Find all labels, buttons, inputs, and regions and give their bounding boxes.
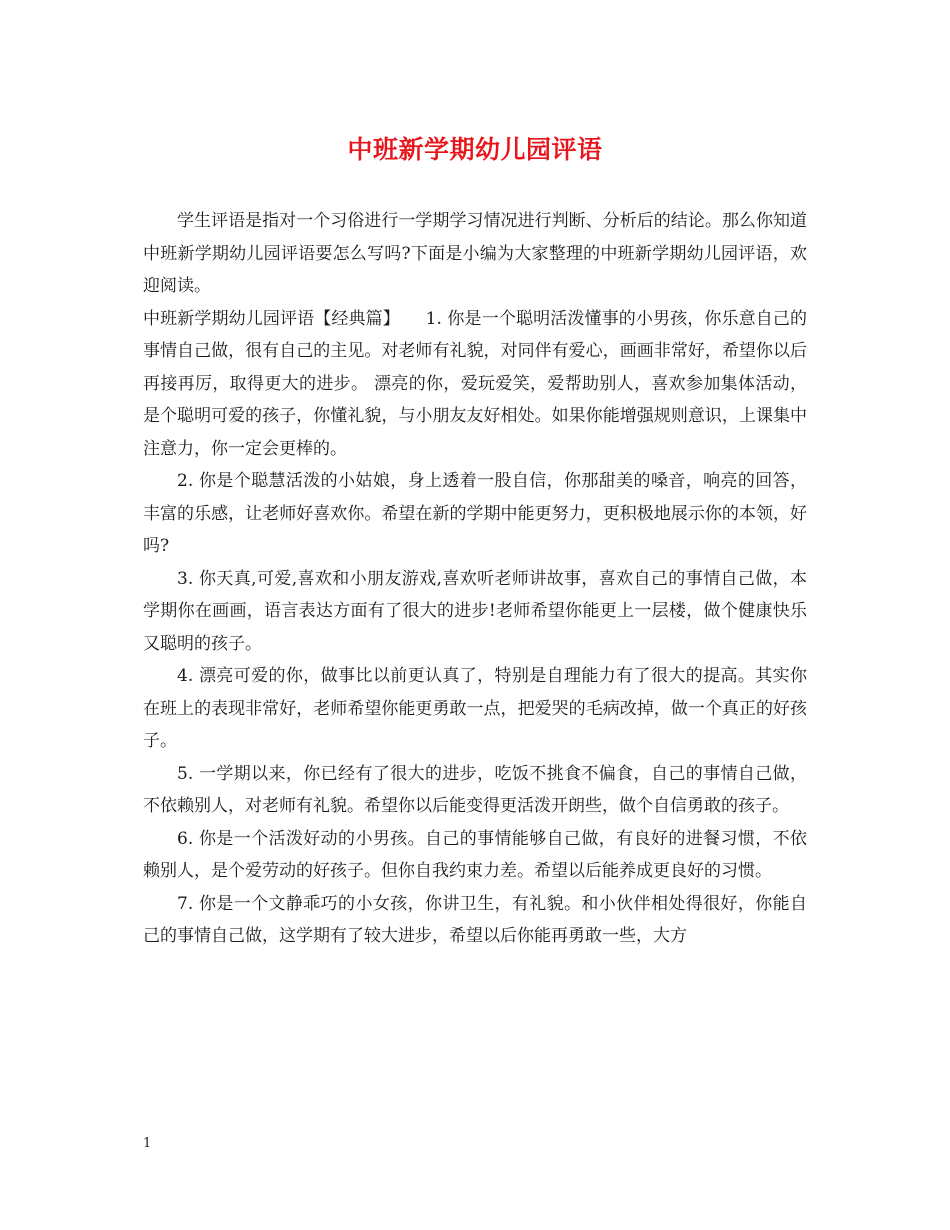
paragraph-item-2: 2. 你是个聪慧活泼的小姑娘，身上透着一股自信，你那甜美的嗓音，响亮的回答，丰富的乐感，让老师好喜欢你。希望在新的学期中能更努力，更积极地展示你的本领，好吗? bbox=[143, 471, 807, 556]
paragraph-intro: 学生评语是指对一个习俗进行一学期学习情况进行判断、分析后的结论。那么你知道中班新学期幼儿园评语要怎么写吗?下面是小编为大家整理的中班新学期幼儿园评语，欢迎阅读。 bbox=[143, 211, 807, 296]
paragraph-item-5: 5. 一学期以来，你已经有了很大的进步，吃饭不挑食不偏食，自己的事情自己做，不依赖别人，对老师有礼貌。希望你以后能变得更活泼开朗些，做个自信勇敢的孩子。 bbox=[143, 763, 807, 816]
paragraph-item-4: 4. 漂亮可爱的你，做事比以前更认真了，特别是自理能力有了很大的提高。其实你在班上的表现非常好，老师希望你能更勇敢一点，把爱哭的毛病改掉，做一个真正的好孩子。 bbox=[143, 666, 807, 751]
page-title: 中班新学期幼儿园评语 bbox=[347, 135, 603, 164]
page-number: 1 bbox=[143, 1136, 152, 1151]
paragraph-item-7: 7. 你是一个文静乖巧的小女孩，你讲卫生，有礼貌。和小伙伴相处得很好，你能自己的事情自己做，这学期有了较大进步，希望以后你能再勇敢一些，大方 bbox=[143, 893, 807, 946]
paragraph-classic-section: 中班新学期幼儿园评语【经典篇】 1. 你是一个聪明活泼懂事的小男孩，你乐意自己的事情自己做，很有自己的主见。对老师有礼貌，对同伴有爱心，画画非常好，希望你以后再接再厉，取得更大的进步。 漂亮的你，爱玩爱笑，爱帮助别人，喜欢参加集体活动，是个聪明可爱的孩子，你懂礼貌，与小朋友友好相处。如果你能增强规则意识，上课集中注意力，你一定会更棒的。 bbox=[143, 308, 807, 459]
paragraph-item-3: 3. 你天真,可爱,喜欢和小朋友游戏,喜欢听老师讲故事，喜欢自己的事情自己做，本学期你在画画，语言表达方面有了很大的进步!老师希望你能更上一层楼，做个健康快乐又聪明的孩子。 bbox=[143, 568, 807, 654]
document-body bbox=[143, 205, 807, 953]
paragraph-item-6: 6. 你是一个活泼好动的小男孩。自己的事情能够自己做，有良好的进餐习惯，不依赖别人，是个爱劳动的好孩子。但你自我约束力差。希望以后能养成更良好的习惯。 bbox=[143, 828, 807, 881]
